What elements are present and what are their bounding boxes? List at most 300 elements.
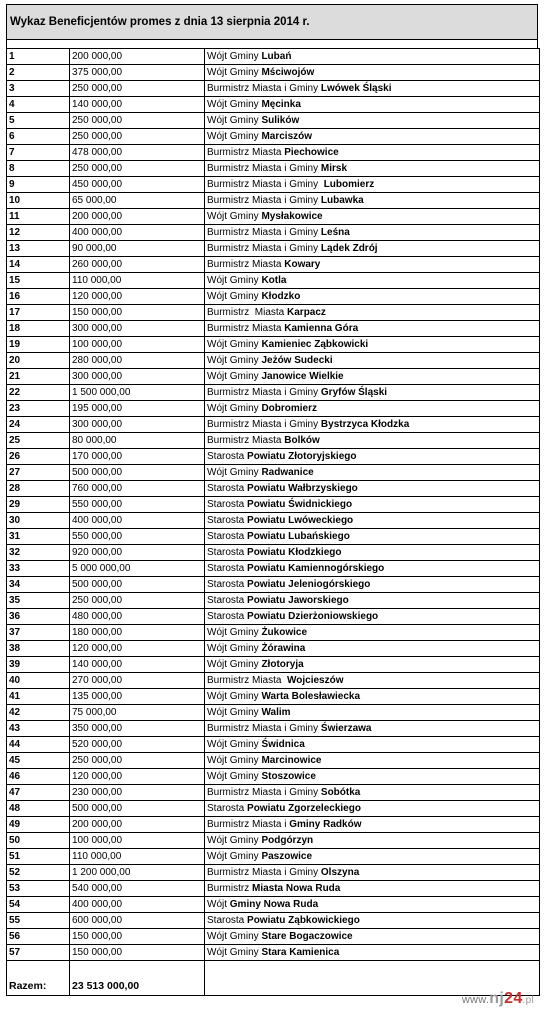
row-number: 16: [7, 289, 70, 305]
beneficiary-name: Piechowice: [284, 146, 339, 158]
row-beneficiary: [205, 529, 540, 545]
beneficiary-name: Janowice Wielkie: [261, 370, 344, 382]
beneficiary-name: Lubomierz: [323, 178, 375, 190]
row-number: 57: [7, 945, 70, 961]
beneficiary-office: Wójt Gminy: [207, 466, 262, 478]
beneficiary-name: Marciszów: [261, 130, 313, 142]
beneficiary-office: Burmistrz Miasta: [207, 258, 285, 270]
table-row: [7, 657, 540, 673]
beneficiary-name: Powiatu Ząbkowickiego: [247, 914, 360, 926]
row-number: 7: [7, 145, 70, 161]
row-beneficiary: [205, 657, 540, 673]
row-number: 32: [7, 545, 70, 561]
beneficiary-office: Burmistrz Miasta i Gminy: [207, 386, 321, 398]
row-amount: 550 000,00: [70, 529, 205, 545]
table-row: [7, 257, 540, 273]
row-beneficiary: [205, 433, 540, 449]
beneficiary-name: Powiatu Dzierżoniowskiego: [247, 610, 379, 622]
beneficiary-name: Podgórzyn: [261, 834, 314, 846]
row-amount: 100 000,00: [70, 833, 205, 849]
row-beneficiary: [205, 305, 540, 321]
table-row: [7, 353, 540, 369]
row-number: 9: [7, 177, 70, 193]
beneficiary-office: Burmistrz Miasta i Gminy: [207, 178, 324, 190]
row-amount: 75 000,00: [70, 705, 205, 721]
beneficiary-office: Burmistrz Miasta i Gminy: [207, 242, 321, 254]
row-beneficiary: [205, 609, 540, 625]
beneficiary-name: Kamieniec Ząbkowicki: [261, 338, 369, 350]
row-number: 45: [7, 753, 70, 769]
row-amount: 500 000,00: [70, 801, 205, 817]
row-number: 22: [7, 385, 70, 401]
watermark-prefix: www.: [461, 994, 490, 1006]
beneficiary-name: Kotla: [261, 274, 287, 286]
row-beneficiary: [205, 689, 540, 705]
beneficiary-name: Powiatu Kamiennogórskiego: [247, 562, 385, 574]
beneficiary-office: Wójt Gminy: [207, 370, 262, 382]
beneficiary-name: Gminy Nowa Ruda: [229, 898, 319, 910]
beneficiary-office: Wójt Gminy: [207, 690, 262, 702]
table-row: [7, 865, 540, 881]
row-beneficiary: [205, 97, 540, 113]
row-beneficiary: [205, 929, 540, 945]
beneficiary-name: Powiatu Lubańskiego: [247, 530, 350, 542]
table-row: [7, 193, 540, 209]
row-number: 49: [7, 817, 70, 833]
row-number: 6: [7, 129, 70, 145]
beneficiary-office: Burmistrz Miasta i Gminy: [207, 786, 321, 798]
row-number: 24: [7, 417, 70, 433]
beneficiary-office: Burmistrz Miasta i Gminy: [207, 194, 321, 206]
beneficiary-office: Wójt Gminy: [207, 658, 262, 670]
beneficiary-name: Mysłakowice: [261, 210, 323, 222]
beneficiary-office: Wójt Gminy: [207, 930, 262, 942]
beneficiary-office: Burmistrz Miasta: [207, 306, 288, 318]
table-row: [7, 737, 540, 753]
row-amount: 400 000,00: [70, 513, 205, 529]
table-row: [7, 833, 540, 849]
beneficiary-name: Świdnica: [261, 738, 305, 750]
row-amount: 270 000,00: [70, 673, 205, 689]
row-number: 38: [7, 641, 70, 657]
row-number: 3: [7, 81, 70, 97]
row-beneficiary: [205, 129, 540, 145]
table-row: [7, 929, 540, 945]
beneficiary-office: Wójt Gminy: [207, 626, 262, 638]
row-amount: 1 200 000,00: [70, 865, 205, 881]
beneficiary-office: Wójt Gminy: [207, 706, 262, 718]
total-amount: 23 513 000,00: [70, 961, 205, 996]
table-row: [7, 545, 540, 561]
row-amount: 80 000,00: [70, 433, 205, 449]
beneficiary-office: Starosta: [207, 530, 248, 542]
row-beneficiary: [205, 545, 540, 561]
beneficiary-name: Stare Bogaczowice: [261, 930, 353, 942]
row-amount: 110 000,00: [70, 849, 205, 865]
row-amount: 920 000,00: [70, 545, 205, 561]
beneficiary-name: Żórawina: [261, 642, 306, 654]
beneficiary-name: Lądek Zdrój: [320, 242, 378, 254]
row-beneficiary: [205, 321, 540, 337]
row-beneficiary: [205, 785, 540, 801]
row-number: 19: [7, 337, 70, 353]
row-number: 55: [7, 913, 70, 929]
row-beneficiary: [205, 401, 540, 417]
table-row: [7, 433, 540, 449]
beneficiary-office: Starosta: [207, 802, 248, 814]
beneficiary-name: Dobromierz: [261, 402, 318, 414]
row-amount: 260 000,00: [70, 257, 205, 273]
row-amount: 300 000,00: [70, 321, 205, 337]
row-number: 40: [7, 673, 70, 689]
row-number: 44: [7, 737, 70, 753]
beneficiary-name: Jeżów Sudecki: [261, 354, 333, 366]
beneficiary-name: Gminy Radków: [289, 818, 362, 830]
row-beneficiary: [205, 721, 540, 737]
row-number: 2: [7, 65, 70, 81]
site-watermark: [462, 990, 534, 1008]
beneficiary-office: Burmistrz Miasta i Gminy: [207, 162, 321, 174]
row-amount: 450 000,00: [70, 177, 205, 193]
beneficiary-name: Miasta Nowa Ruda: [252, 882, 341, 894]
row-number: 46: [7, 769, 70, 785]
row-amount: 65 000,00: [70, 193, 205, 209]
row-number: 17: [7, 305, 70, 321]
beneficiary-name: Powiatu Jeleniogórskiego: [247, 578, 371, 590]
beneficiaries-sheet: [6, 4, 538, 996]
row-beneficiary: [205, 113, 540, 129]
row-amount: 90 000,00: [70, 241, 205, 257]
row-beneficiary: [205, 65, 540, 81]
table-row: [7, 625, 540, 641]
row-beneficiary: [205, 801, 540, 817]
beneficiary-name: Leśna: [320, 226, 350, 238]
beneficiary-office: Wójt Gminy: [207, 850, 262, 862]
table-row: [7, 945, 540, 961]
total-row: [7, 961, 540, 996]
beneficiary-name: Powiatu Świdnickiego: [247, 498, 353, 510]
beneficiary-name: Złotoryja: [261, 658, 304, 670]
row-amount: 195 000,00: [70, 401, 205, 417]
table-row: [7, 337, 540, 353]
row-beneficiary: [205, 897, 540, 913]
row-beneficiary: [205, 737, 540, 753]
beneficiary-name: Świerzawa: [320, 722, 372, 734]
table-row: [7, 641, 540, 657]
beneficiary-office: Starosta: [207, 450, 248, 462]
row-amount: 140 000,00: [70, 657, 205, 673]
beneficiary-office: Wójt Gminy: [207, 738, 262, 750]
table-row: [7, 209, 540, 225]
beneficiary-name: Sulików: [261, 114, 300, 126]
row-number: 4: [7, 97, 70, 113]
beneficiaries-table: [6, 48, 540, 996]
table-row: [7, 577, 540, 593]
beneficiary-name: Bystrzyca Kłodzka: [320, 418, 410, 430]
table-row: [7, 97, 540, 113]
table-row: [7, 273, 540, 289]
beneficiary-name: Powiatu Wałbrzyskiego: [247, 482, 358, 494]
table-row: [7, 913, 540, 929]
beneficiary-office: Burmistrz Miasta: [207, 322, 285, 334]
table-row: [7, 145, 540, 161]
table-row: [7, 673, 540, 689]
row-beneficiary: [205, 673, 540, 689]
beneficiary-name: Radwanice: [261, 466, 314, 478]
table-body: [7, 49, 540, 961]
table-row: [7, 305, 540, 321]
row-amount: 500 000,00: [70, 577, 205, 593]
table-row: [7, 593, 540, 609]
row-beneficiary: [205, 417, 540, 433]
row-beneficiary: [205, 849, 540, 865]
beneficiary-name: Powiatu Lwóweckiego: [247, 514, 354, 526]
row-number: 33: [7, 561, 70, 577]
row-beneficiary: [205, 913, 540, 929]
beneficiary-office: Wójt Gminy: [207, 354, 262, 366]
beneficiary-name: Walim: [261, 706, 291, 718]
table-row: [7, 609, 540, 625]
row-number: 31: [7, 529, 70, 545]
row-number: 15: [7, 273, 70, 289]
beneficiary-office: Burmistrz Miasta i: [207, 818, 290, 830]
row-beneficiary: [205, 241, 540, 257]
beneficiary-office: Starosta: [207, 562, 248, 574]
beneficiary-name: Powiatu Kłodzkiego: [247, 546, 342, 558]
table-row: [7, 113, 540, 129]
row-number: 43: [7, 721, 70, 737]
beneficiary-name: Stoszowice: [261, 770, 316, 782]
row-beneficiary: [205, 753, 540, 769]
beneficiary-office: Wójt Gminy: [207, 770, 262, 782]
beneficiary-office: Wójt: [207, 898, 230, 910]
table-row: [7, 129, 540, 145]
row-number: 5: [7, 113, 70, 129]
row-number: 50: [7, 833, 70, 849]
row-amount: 500 000,00: [70, 465, 205, 481]
table-row: [7, 705, 540, 721]
beneficiary-office: Starosta: [207, 594, 248, 606]
table-row: [7, 513, 540, 529]
row-amount: 600 000,00: [70, 913, 205, 929]
table-row: [7, 753, 540, 769]
row-amount: 150 000,00: [70, 945, 205, 961]
row-number: 56: [7, 929, 70, 945]
row-beneficiary: [205, 273, 540, 289]
row-number: 10: [7, 193, 70, 209]
row-beneficiary: [205, 481, 540, 497]
table-row: [7, 449, 540, 465]
row-number: 29: [7, 497, 70, 513]
row-beneficiary: [205, 833, 540, 849]
table-row: [7, 321, 540, 337]
beneficiary-office: Burmistrz Miasta i Gminy: [207, 722, 321, 734]
row-beneficiary: [205, 577, 540, 593]
row-amount: 200 000,00: [70, 817, 205, 833]
beneficiary-office: Starosta: [207, 498, 248, 510]
beneficiary-office: Wójt Gminy: [207, 290, 262, 302]
beneficiary-office: Starosta: [207, 578, 248, 590]
row-beneficiary: [205, 337, 540, 353]
beneficiary-name: Żukowice: [261, 626, 308, 638]
beneficiary-office: Starosta: [207, 482, 248, 494]
beneficiary-name: Męcinka: [261, 98, 301, 110]
row-beneficiary: [205, 641, 540, 657]
table-row: [7, 465, 540, 481]
row-amount: 400 000,00: [70, 225, 205, 241]
table-row: [7, 81, 540, 97]
row-number: 37: [7, 625, 70, 641]
row-number: 42: [7, 705, 70, 721]
row-amount: 250 000,00: [70, 753, 205, 769]
beneficiary-name: Kowary: [284, 258, 321, 270]
row-amount: 250 000,00: [70, 129, 205, 145]
beneficiary-name: Lwówek Śląski: [320, 82, 392, 94]
beneficiary-name: Bolków: [284, 434, 320, 446]
beneficiary-office: Wójt Gminy: [207, 66, 262, 78]
beneficiary-office: Burmistrz Miasta: [207, 674, 288, 686]
row-amount: 120 000,00: [70, 769, 205, 785]
row-beneficiary: [205, 49, 540, 65]
row-amount: 230 000,00: [70, 785, 205, 801]
row-amount: 280 000,00: [70, 353, 205, 369]
row-beneficiary: [205, 625, 540, 641]
table-row: [7, 897, 540, 913]
sheet-title: Wykaz Beneficjentów promes z dnia 13 sierpnia 2014 r.: [6, 4, 538, 40]
beneficiary-name: Mirsk: [320, 162, 348, 174]
table-row: [7, 689, 540, 705]
row-number: 35: [7, 593, 70, 609]
row-beneficiary: [205, 353, 540, 369]
row-beneficiary: [205, 513, 540, 529]
row-number: 39: [7, 657, 70, 673]
beneficiary-office: Wójt Gminy: [207, 402, 262, 414]
beneficiary-office: Wójt Gminy: [207, 834, 262, 846]
row-amount: 200 000,00: [70, 209, 205, 225]
beneficiary-office: Burmistrz Miasta i Gminy: [207, 226, 321, 238]
row-beneficiary: [205, 289, 540, 305]
row-beneficiary: [205, 593, 540, 609]
row-amount: 400 000,00: [70, 897, 205, 913]
beneficiary-office: Starosta: [207, 546, 248, 558]
beneficiary-name: Karpacz: [287, 306, 326, 318]
row-beneficiary: [205, 497, 540, 513]
row-number: 36: [7, 609, 70, 625]
table-row: [7, 849, 540, 865]
beneficiary-name: Stara Kamienica: [261, 946, 340, 958]
spacer-row: [6, 40, 538, 48]
row-beneficiary: [205, 817, 540, 833]
table-row: [7, 417, 540, 433]
beneficiary-office: Starosta: [207, 610, 248, 622]
row-number: 34: [7, 577, 70, 593]
beneficiary-office: Starosta: [207, 514, 248, 526]
row-amount: 350 000,00: [70, 721, 205, 737]
row-amount: 180 000,00: [70, 625, 205, 641]
row-amount: 100 000,00: [70, 337, 205, 353]
row-number: 11: [7, 209, 70, 225]
beneficiary-name: Powiatu Jaworskiego: [247, 594, 349, 606]
row-amount: 250 000,00: [70, 161, 205, 177]
beneficiary-name: Powiatu Zgorzeleckiego: [247, 802, 361, 814]
beneficiary-name: Sobótka: [320, 786, 361, 798]
row-number: 1: [7, 49, 70, 65]
row-beneficiary: [205, 465, 540, 481]
row-number: 23: [7, 401, 70, 417]
beneficiary-name: Gryfów Śląski: [320, 386, 388, 398]
table-row: [7, 497, 540, 513]
beneficiary-office: Burmistrz Miasta i Gminy: [207, 866, 321, 878]
row-number: 26: [7, 449, 70, 465]
row-amount: 300 000,00: [70, 369, 205, 385]
row-amount: 375 000,00: [70, 65, 205, 81]
row-beneficiary: [205, 945, 540, 961]
table-row: [7, 529, 540, 545]
row-beneficiary: [205, 385, 540, 401]
beneficiary-name: Lubawka: [320, 194, 364, 206]
row-beneficiary: [205, 193, 540, 209]
table-row: [7, 177, 540, 193]
beneficiary-office: Wójt Gminy: [207, 754, 262, 766]
row-amount: 550 000,00: [70, 497, 205, 513]
row-beneficiary: [205, 449, 540, 465]
beneficiary-office: Burmistrz: [207, 882, 252, 894]
row-number: 47: [7, 785, 70, 801]
row-beneficiary: [205, 257, 540, 273]
row-amount: 1 500 000,00: [70, 385, 205, 401]
table-row: [7, 369, 540, 385]
row-amount: 540 000,00: [70, 881, 205, 897]
table-row: [7, 161, 540, 177]
row-number: 48: [7, 801, 70, 817]
row-beneficiary: [205, 865, 540, 881]
table-row: [7, 817, 540, 833]
total-label: Razem:: [7, 961, 70, 996]
watermark-suffix: .pl: [522, 995, 534, 1006]
table-row: [7, 785, 540, 801]
row-amount: 250 000,00: [70, 113, 205, 129]
row-number: 30: [7, 513, 70, 529]
beneficiary-name: Warta Bolesławiecka: [261, 690, 361, 702]
row-beneficiary: [205, 81, 540, 97]
beneficiary-name: Kłodzko: [261, 290, 301, 302]
beneficiary-office: Wójt Gminy: [207, 114, 262, 126]
row-beneficiary: [205, 161, 540, 177]
beneficiary-office: Wójt Gminy: [207, 210, 262, 222]
beneficiary-office: Wójt Gminy: [207, 50, 262, 62]
table-row: [7, 401, 540, 417]
row-beneficiary: [205, 561, 540, 577]
row-amount: 140 000,00: [70, 97, 205, 113]
row-beneficiary: [205, 369, 540, 385]
table-row: [7, 481, 540, 497]
row-beneficiary: [205, 145, 540, 161]
row-number: 8: [7, 161, 70, 177]
beneficiary-name: Lubań: [261, 50, 292, 62]
row-amount: 135 000,00: [70, 689, 205, 705]
row-number: 41: [7, 689, 70, 705]
beneficiary-office: Wójt Gminy: [207, 98, 262, 110]
table-row: [7, 801, 540, 817]
table-row: [7, 881, 540, 897]
row-number: 20: [7, 353, 70, 369]
row-amount: 120 000,00: [70, 641, 205, 657]
beneficiary-name: Wojcieszów: [287, 674, 344, 686]
beneficiary-office: Wójt Gminy: [207, 338, 262, 350]
row-beneficiary: [205, 769, 540, 785]
beneficiary-office: Wójt Gminy: [207, 130, 262, 142]
row-number: 14: [7, 257, 70, 273]
